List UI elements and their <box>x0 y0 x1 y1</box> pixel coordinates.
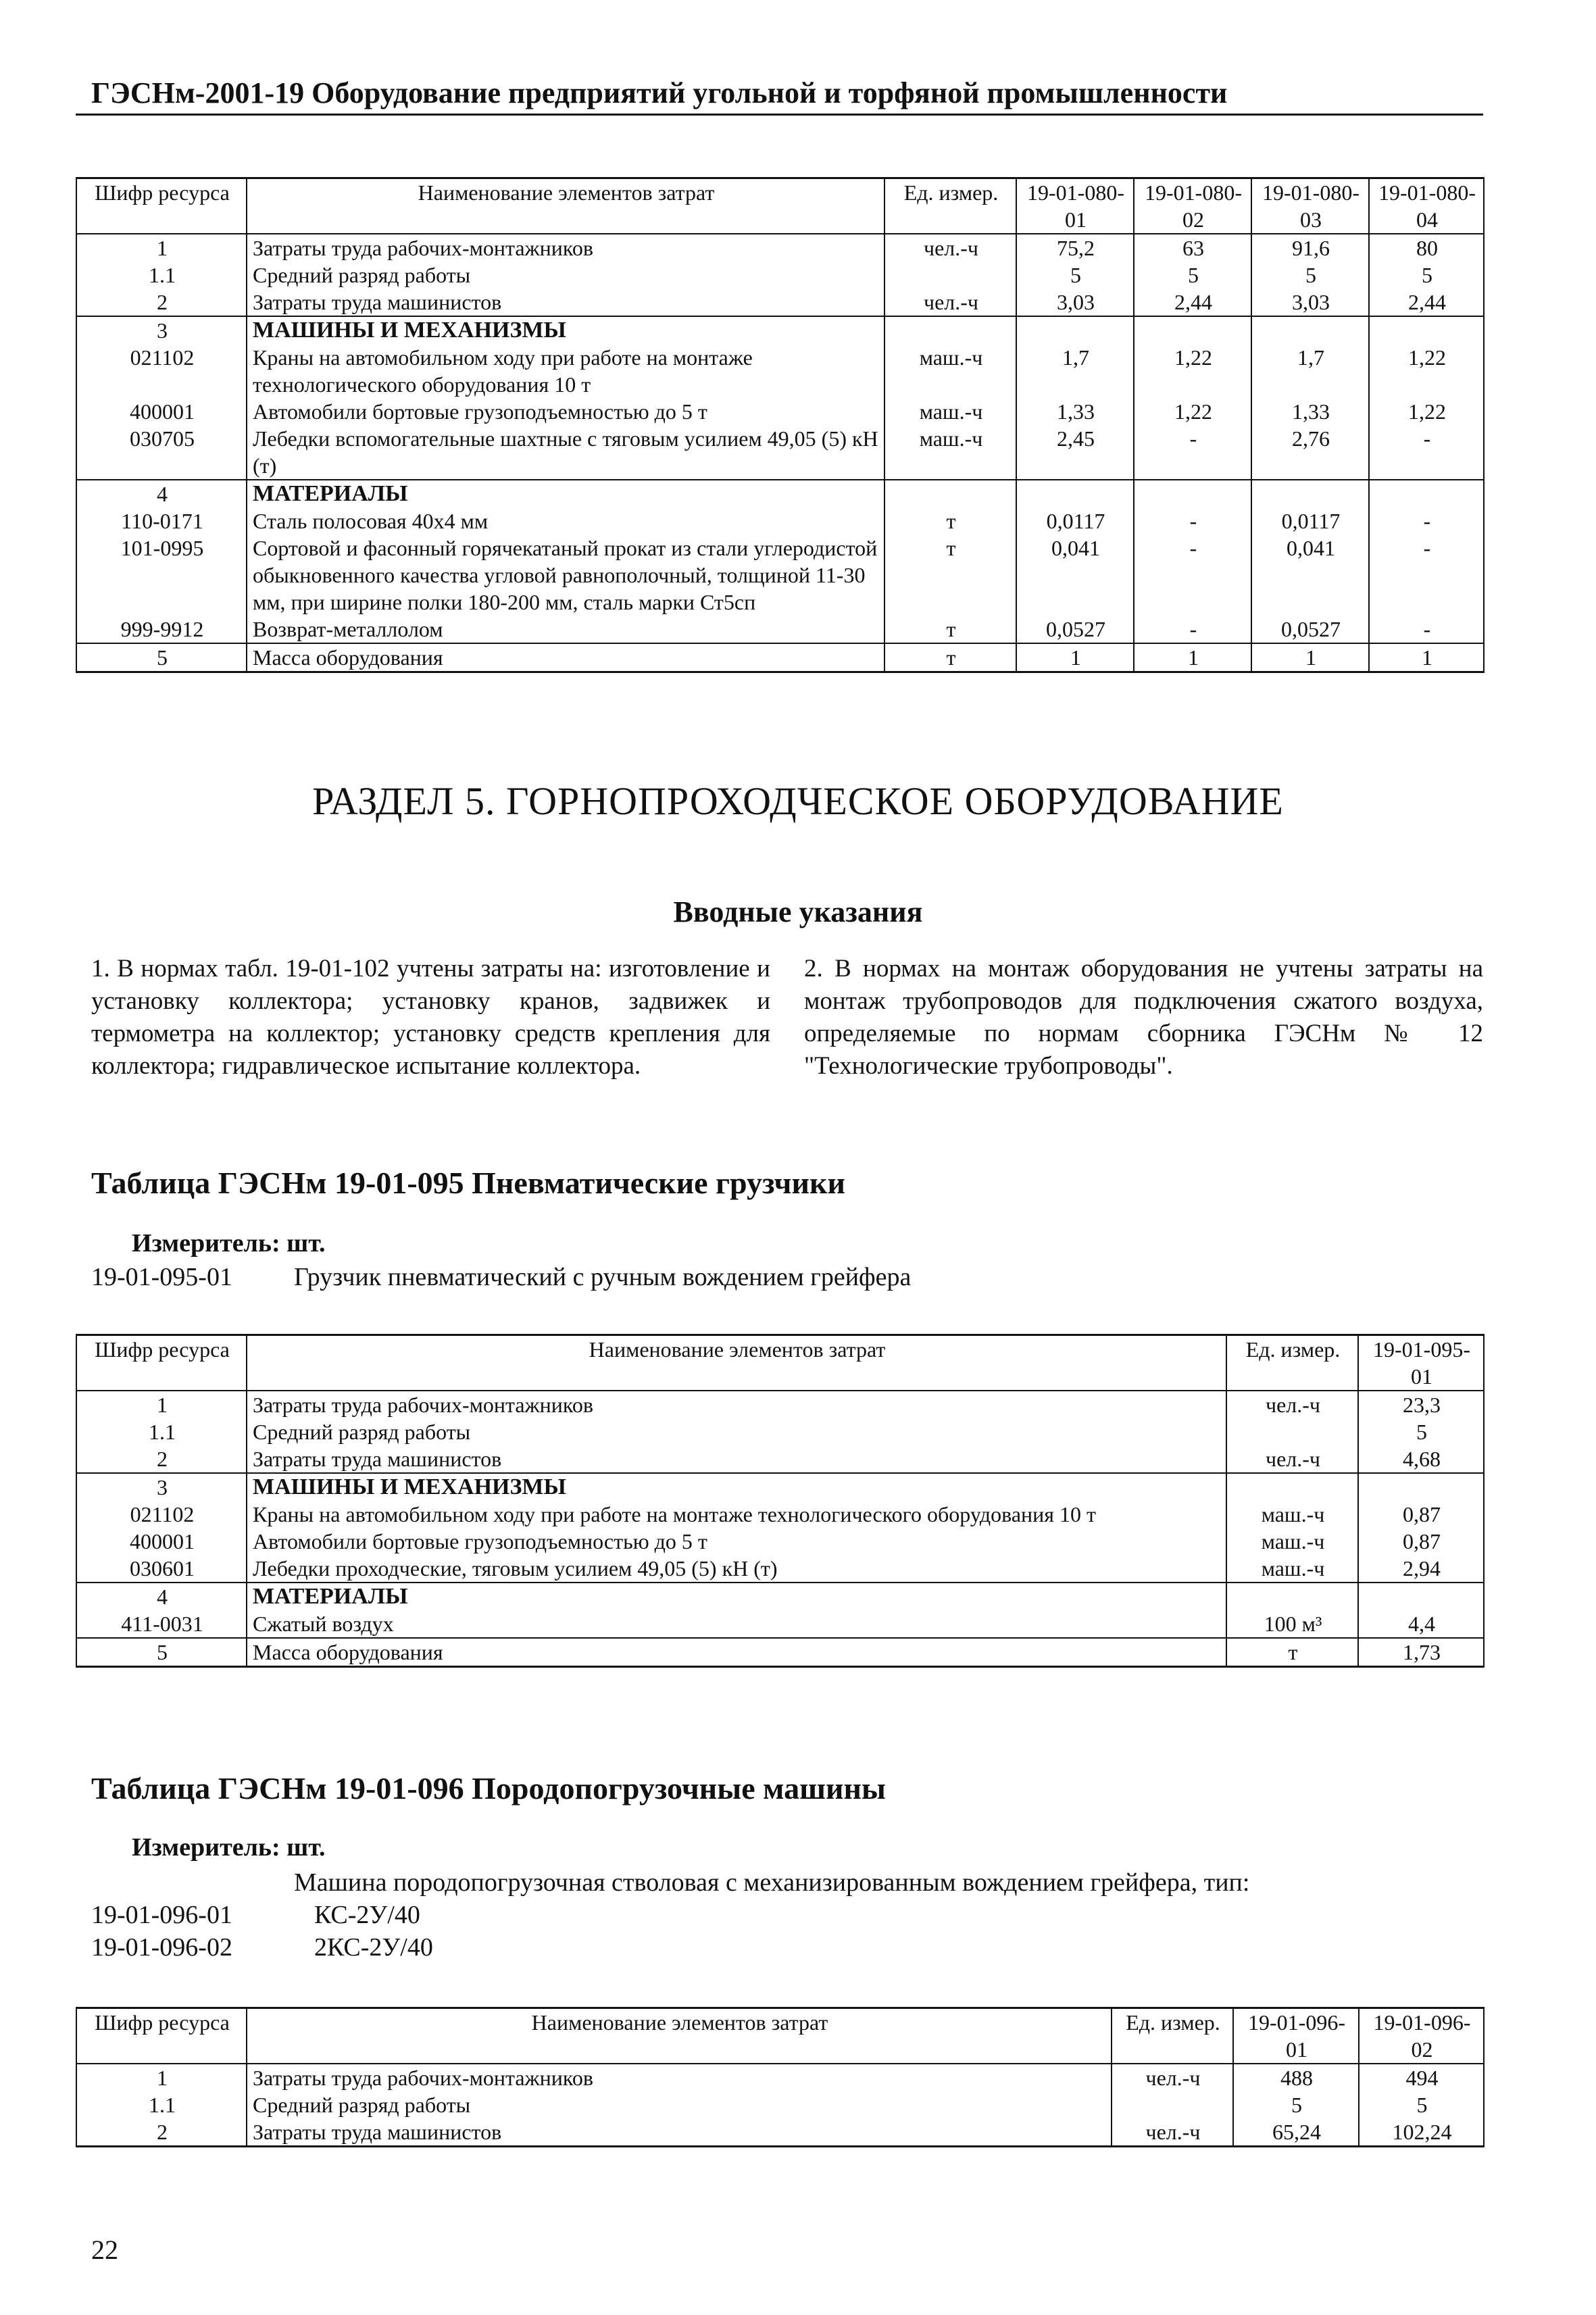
value-cell: 1 <box>1251 643 1369 672</box>
unit-cell: чел.-ч <box>884 289 1016 316</box>
table-19-01-080 <box>76 177 1485 673</box>
name-cell: Затраты труда машинистов <box>247 2118 1112 2147</box>
value-cell: - <box>1134 507 1251 534</box>
table-row <box>76 1391 1484 1418</box>
code-cell: 411-0031 <box>76 1610 247 1638</box>
value-cell: 5 <box>1134 262 1251 289</box>
name-cell: Затраты труда машинистов <box>247 289 884 316</box>
table-row <box>76 1528 1484 1555</box>
value-cell: 0,87 <box>1358 1528 1484 1555</box>
value-cell: 1,22 <box>1369 398 1484 425</box>
table-row <box>76 643 1484 672</box>
col-header: 19-01-080-04 <box>1369 178 1484 234</box>
value-cell: 102,24 <box>1359 2118 1484 2147</box>
running-header: ГЭСНм-2001-19 Оборудование предприятий угольной и торфяной промышленности <box>91 76 1228 109</box>
intro-paragraph-1: 1. В нормах табл. 19-01-102 учтены затраты на: изготовление и установку коллектора; установку кранов, задвижек и термометра на коллектор; установку средств крепления для коллектора; гидравлическое испытание коллектора. <box>91 955 770 1080</box>
code-cell: 030705 <box>76 425 247 480</box>
value-cell: 1,22 <box>1134 344 1251 398</box>
value-cell: 1 <box>1134 643 1251 672</box>
value-cell: 2,44 <box>1134 289 1251 316</box>
table-row <box>76 398 1484 425</box>
page-number: 22 <box>91 2235 118 2265</box>
code-cell: 999-9912 <box>76 616 247 643</box>
table-section-row <box>76 316 1484 344</box>
value-cell: 494 <box>1359 2064 1484 2091</box>
table-row <box>76 344 1484 398</box>
name-cell: Масса оборудования <box>247 1638 1226 1667</box>
unit-cell: чел.-ч <box>1112 2064 1233 2091</box>
col-header: 19-01-096-01 <box>1233 2008 1359 2064</box>
name-cell: Затраты труда рабочих-монтажников <box>247 234 884 262</box>
value-cell: 2,45 <box>1016 425 1134 480</box>
code-cell: 400001 <box>76 398 247 425</box>
unit-cell: маш.-ч <box>1226 1528 1358 1555</box>
name-cell: Автомобили бортовые грузоподъемностью до 5 т <box>247 1528 1226 1555</box>
value-cell: - <box>1134 616 1251 643</box>
code-cell: 5 <box>76 643 247 672</box>
intro-title: Вводные указания <box>673 895 923 928</box>
value-cell: 0,0117 <box>1016 507 1134 534</box>
name-cell: Возврат-металлолом <box>247 616 884 643</box>
name-cell: Сталь полосовая 40х4 мм <box>247 507 884 534</box>
unit-cell <box>1226 1418 1358 1445</box>
value-cell: 5 <box>1359 2091 1484 2118</box>
norm-type: КС-2У/40 <box>314 1901 420 1929</box>
col-header: 19-01-080-01 <box>1016 178 1134 234</box>
value-cell: 0,041 <box>1251 534 1369 616</box>
code-cell: 3 <box>76 316 247 344</box>
section-heading: МАТЕРИАЛЫ <box>247 480 884 507</box>
unit-cell: т <box>884 643 1016 672</box>
value-cell: 5 <box>1358 1418 1484 1445</box>
col-header: 19-01-095-01 <box>1358 1335 1484 1391</box>
unit-cell: маш.-ч <box>884 425 1016 480</box>
table-row <box>76 1610 1484 1638</box>
unit-cell: т <box>884 507 1016 534</box>
col-header: 19-01-096-02 <box>1359 2008 1484 2064</box>
norm-description: Грузчик пневматический с ручным вождением грейфера <box>294 1263 912 1291</box>
table-row <box>76 425 1484 480</box>
measure-label: Измеритель: шт. <box>132 1229 326 1258</box>
value-cell: 1,33 <box>1251 398 1369 425</box>
code-cell: 021102 <box>76 1501 247 1528</box>
value-cell: 91,6 <box>1251 234 1369 262</box>
value-cell: - <box>1369 534 1484 616</box>
unit-cell: маш.-ч <box>884 344 1016 398</box>
unit-cell: маш.-ч <box>1226 1555 1358 1583</box>
value-cell: 1,7 <box>1016 344 1134 398</box>
value-cell: 63 <box>1134 234 1251 262</box>
unit-cell: маш.-ч <box>884 398 1016 425</box>
name-cell: Затраты труда рабочих-монтажников <box>247 2064 1112 2091</box>
norm-line <box>91 1900 420 1930</box>
name-cell: Средний разряд работы <box>247 2091 1112 2118</box>
unit-cell: чел.-ч <box>1226 1391 1358 1418</box>
table-row <box>76 2064 1484 2091</box>
table-row <box>76 2091 1484 2118</box>
name-cell: Затраты труда машинистов <box>247 1445 1226 1473</box>
value-cell: - <box>1369 425 1484 480</box>
unit-cell: т <box>1226 1638 1358 1667</box>
code-cell: 1.1 <box>76 2091 247 2118</box>
value-cell: 5 <box>1251 262 1369 289</box>
unit-cell: т <box>884 534 1016 616</box>
col-header: Наименование элементов затрат <box>247 178 884 234</box>
table-row <box>76 534 1484 616</box>
value-cell: 75,2 <box>1016 234 1134 262</box>
value-cell: 2,94 <box>1358 1555 1484 1583</box>
section-heading: МАШИНЫ И МЕХАНИЗМЫ <box>247 316 884 344</box>
code-cell: 5 <box>76 1638 247 1667</box>
unit-cell: 100 м³ <box>1226 1610 1358 1638</box>
unit-cell: чел.-ч <box>1226 1445 1358 1473</box>
unit-cell: т <box>884 616 1016 643</box>
table-row <box>76 1418 1484 1445</box>
col-header: 19-01-080-02 <box>1134 178 1251 234</box>
table-row <box>76 507 1484 534</box>
value-cell: 2,76 <box>1251 425 1369 480</box>
value-cell: 1,7 <box>1251 344 1369 398</box>
code-cell: 400001 <box>76 1528 247 1555</box>
norm-code: 19-01-096-01 <box>91 1901 232 1929</box>
table-row <box>76 1555 1484 1583</box>
table-header-row <box>76 178 1484 234</box>
unit-cell: чел.-ч <box>884 234 1016 262</box>
value-cell: - <box>1369 616 1484 643</box>
table-title: Таблица ГЭСНм 19-01-096 Породопогрузочные машины <box>91 1771 886 1806</box>
col-header: Ед. измер. <box>884 178 1016 234</box>
norm-line <box>91 1933 433 1962</box>
code-cell: 1.1 <box>76 1418 247 1445</box>
section-title: РАЗДЕЛ 5. ГОРНОПРОХОДЧЕСКОЕ ОБОРУДОВАНИЕ <box>312 779 1284 823</box>
section-heading: МАШИНЫ И МЕХАНИЗМЫ <box>247 1473 1226 1501</box>
value-cell: 0,0527 <box>1251 616 1369 643</box>
intro-paragraph-2: 2. В нормах на монтаж оборудования не учтены затраты на монтаж трубопроводов для подключения сжатого воздуха, определяемые по нормам сборника ГЭСНм № 12 "Технологические трубопроводы". <box>804 955 1483 1080</box>
col-header: 19-01-080-03 <box>1251 178 1369 234</box>
value-cell: 2,44 <box>1369 289 1484 316</box>
name-cell: Сортовой и фасонный горячекатаный прокат из стали углеродистой обыкновенного качества угловой равнополочный, толщиной 11-30 мм, при ширине полки 180-200 мм, сталь марки Ст5сп <box>247 534 884 616</box>
table-row <box>76 289 1484 316</box>
unit-cell <box>884 262 1016 289</box>
norm-line <box>91 1262 911 1292</box>
col-header: Шифр ресурса <box>76 1335 247 1391</box>
value-cell: 1,33 <box>1016 398 1134 425</box>
name-cell: Средний разряд работы <box>247 1418 1226 1445</box>
code-cell: 2 <box>76 2118 247 2147</box>
code-cell: 4 <box>76 480 247 507</box>
code-cell: 110-0171 <box>76 507 247 534</box>
name-cell: Затраты труда рабочих-монтажников <box>247 1391 1226 1418</box>
value-cell: - <box>1369 507 1484 534</box>
table-row <box>76 234 1484 262</box>
norm-type: 2КС-2У/40 <box>314 1933 433 1962</box>
table-row <box>76 1445 1484 1473</box>
value-cell: 1 <box>1369 643 1484 672</box>
name-cell: Средний разряд работы <box>247 262 884 289</box>
name-cell: Лебедки проходческие, тяговым усилием 49,05 (5) кН (т) <box>247 1555 1226 1583</box>
norm-code: 19-01-096-02 <box>91 1933 232 1962</box>
col-header: Шифр ресурса <box>76 178 247 234</box>
code-cell: 4 <box>76 1583 247 1610</box>
col-header: Ед. измер. <box>1226 1335 1358 1391</box>
value-cell: - <box>1134 534 1251 616</box>
value-cell: 488 <box>1233 2064 1359 2091</box>
table-section-row <box>76 1583 1484 1610</box>
name-cell: Сжатый воздух <box>247 1610 1226 1638</box>
value-cell: - <box>1134 425 1251 480</box>
table-row <box>76 1638 1484 1667</box>
code-cell: 1.1 <box>76 262 247 289</box>
table-section-row <box>76 480 1484 507</box>
value-cell: 65,24 <box>1233 2118 1359 2147</box>
table-19-01-095 <box>76 1334 1485 1668</box>
value-cell: 23,3 <box>1358 1391 1484 1418</box>
value-cell: 5 <box>1233 2091 1359 2118</box>
code-cell: 1 <box>76 2064 247 2091</box>
code-cell: 1 <box>76 234 247 262</box>
name-cell: Краны на автомобильном ходу при работе на монтаже технологического оборудования 10 т <box>247 1501 1226 1528</box>
name-cell: Краны на автомобильном ходу при работе на монтаже технологического оборудования 10 т <box>247 344 884 398</box>
table-row <box>76 616 1484 643</box>
value-cell: 1,73 <box>1358 1638 1484 1667</box>
code-cell: 2 <box>76 289 247 316</box>
table-19-01-096 <box>76 2007 1485 2147</box>
code-cell: 030601 <box>76 1555 247 1583</box>
measure-label: Измеритель: шт. <box>132 1833 326 1862</box>
col-header: Наименование элементов затрат <box>247 1335 1226 1391</box>
table-title: Таблица ГЭСНм 19-01-095 Пневматические грузчики <box>91 1166 845 1200</box>
code-cell: 2 <box>76 1445 247 1473</box>
code-cell: 1 <box>76 1391 247 1418</box>
name-cell: Лебедки вспомогательные шахтные с тяговым усилием 49,05 (5) кН (т) <box>247 425 884 480</box>
value-cell: 5 <box>1369 262 1484 289</box>
table-row <box>76 2118 1484 2147</box>
value-cell: 5 <box>1016 262 1134 289</box>
table-section-row <box>76 1473 1484 1501</box>
value-cell: 3,03 <box>1016 289 1134 316</box>
unit-cell: маш.-ч <box>1226 1501 1358 1528</box>
value-cell: 0,0117 <box>1251 507 1369 534</box>
value-cell: 4,4 <box>1358 1610 1484 1638</box>
table-row <box>76 262 1484 289</box>
value-cell: 1,22 <box>1134 398 1251 425</box>
value-cell: 3,03 <box>1251 289 1369 316</box>
section-heading: МАТЕРИАЛЫ <box>247 1583 1226 1610</box>
unit-cell: чел.-ч <box>1112 2118 1233 2147</box>
col-header: Наименование элементов затрат <box>247 2008 1112 2064</box>
table-row <box>76 1501 1484 1528</box>
code-cell: 021102 <box>76 344 247 398</box>
code-cell: 3 <box>76 1473 247 1501</box>
col-header: Шифр ресурса <box>76 2008 247 2064</box>
value-cell: 1 <box>1016 643 1134 672</box>
norm-description: Машина породопогрузочная стволовая с механизированным вождением грейфера, тип: <box>294 1868 1250 1897</box>
col-header: Ед. измер. <box>1112 2008 1233 2064</box>
table-header-row <box>76 2008 1484 2064</box>
value-cell: 0,041 <box>1016 534 1134 616</box>
header-rule <box>76 114 1483 116</box>
unit-cell <box>1112 2091 1233 2118</box>
norm-code: 19-01-095-01 <box>91 1263 232 1291</box>
value-cell: 4,68 <box>1358 1445 1484 1473</box>
code-cell: 101-0995 <box>76 534 247 616</box>
value-cell: 0,87 <box>1358 1501 1484 1528</box>
value-cell: 80 <box>1369 234 1484 262</box>
name-cell: Автомобили бортовые грузоподъемностью до 5 т <box>247 398 884 425</box>
name-cell: Масса оборудования <box>247 643 884 672</box>
table-header-row <box>76 1335 1484 1391</box>
value-cell: 0,0527 <box>1016 616 1134 643</box>
value-cell: 1,22 <box>1369 344 1484 398</box>
